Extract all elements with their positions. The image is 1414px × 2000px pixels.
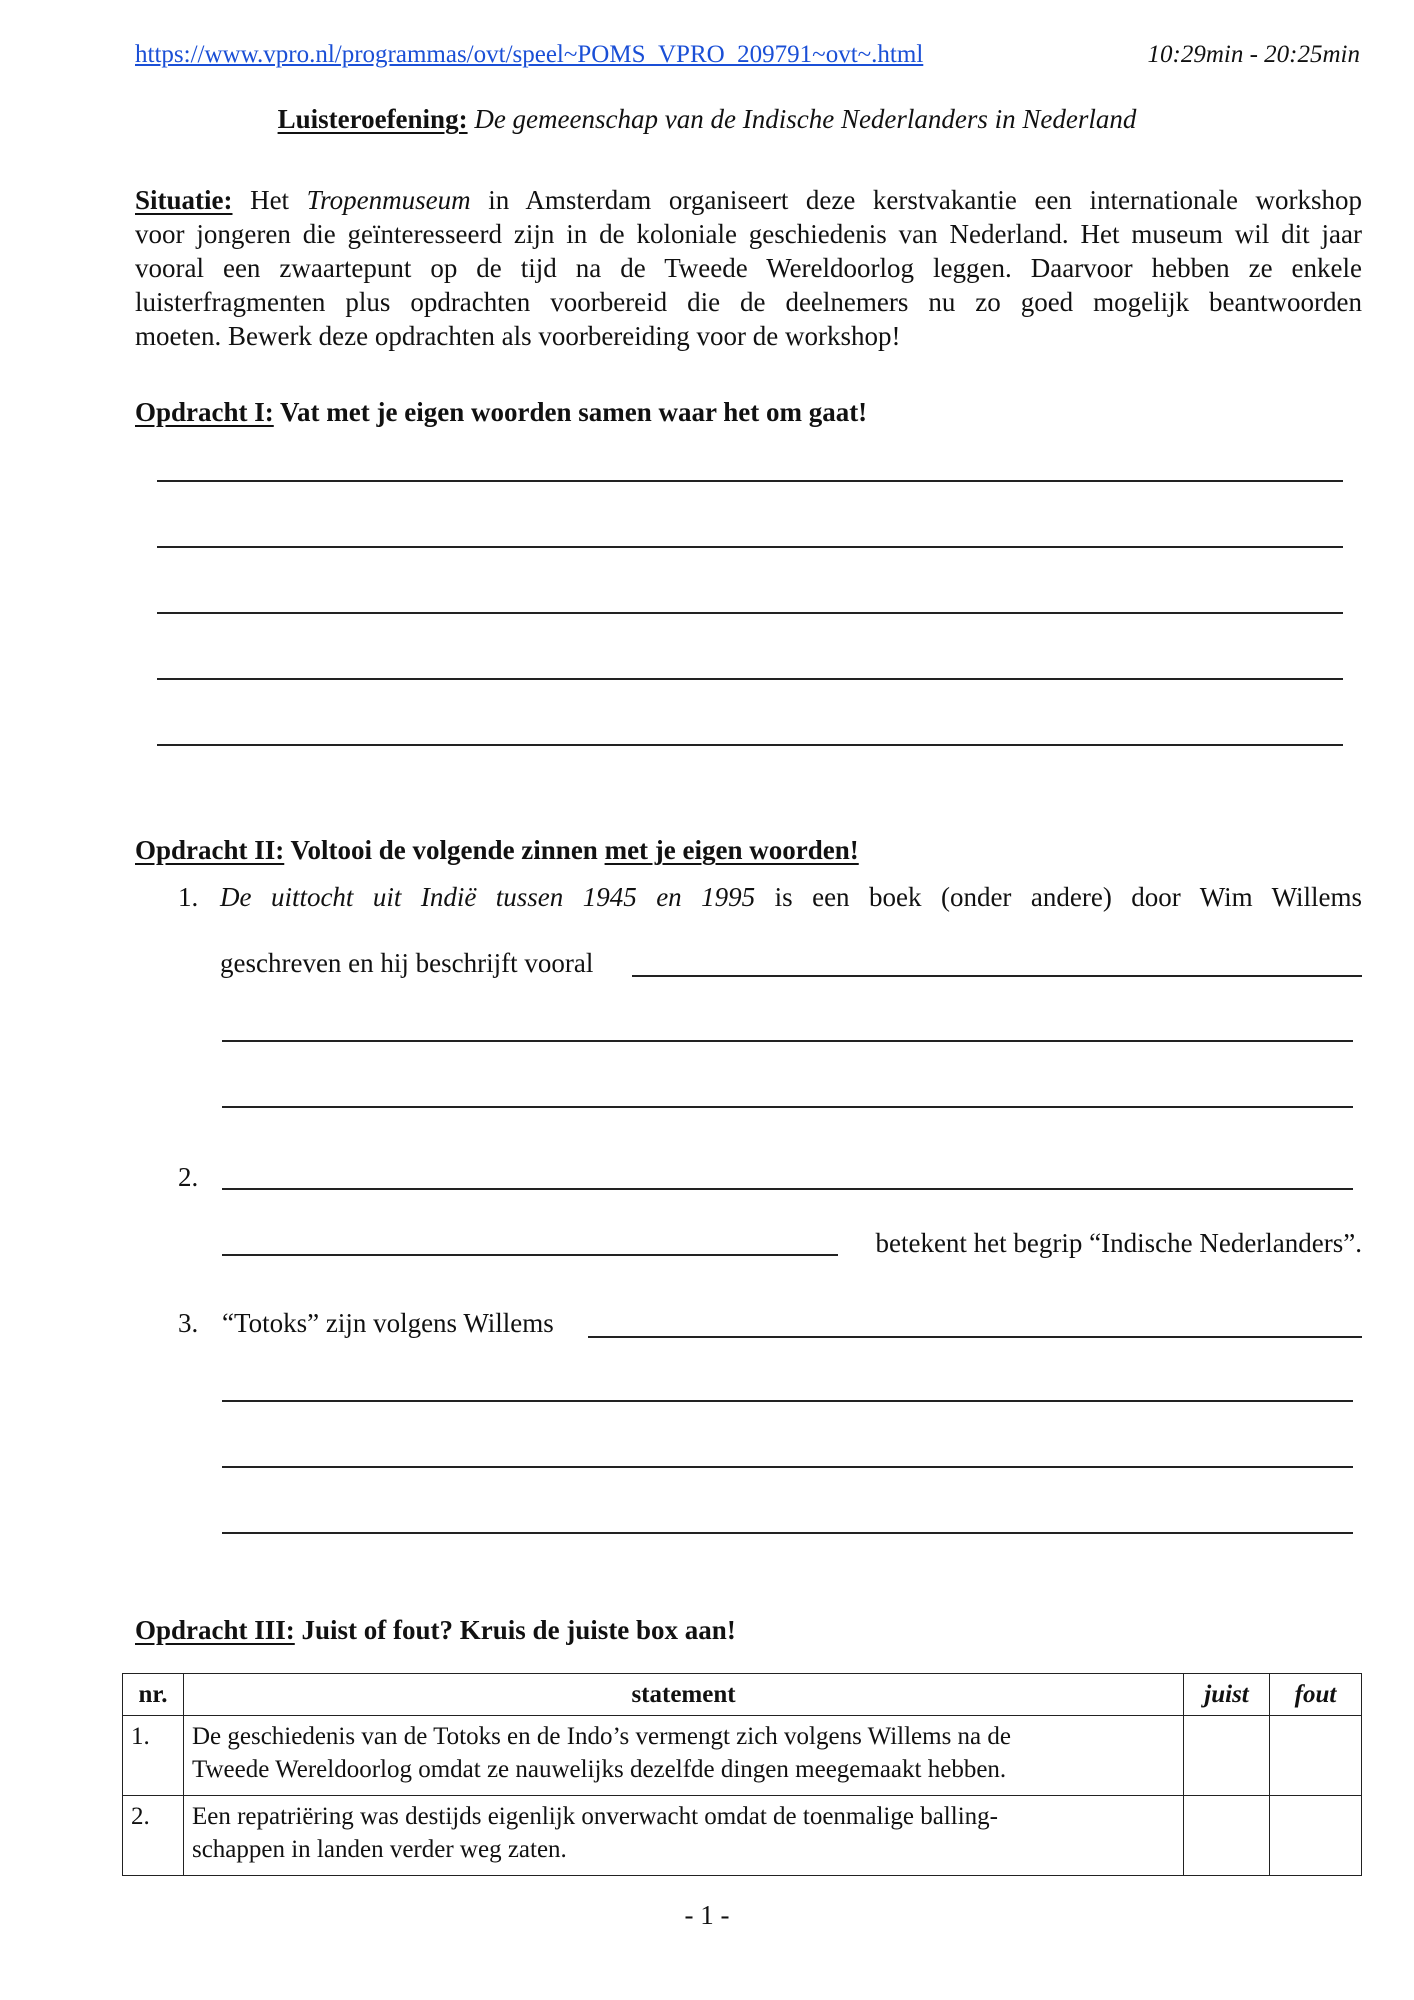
situatie-before: Het [250,185,290,215]
header-juist: juist [1184,1674,1270,1716]
header-nr: nr. [123,1674,184,1716]
book-title: De uittocht uit Indië tussen 1945 en 1995 [220,882,756,912]
title-label: Luisteroefening: [277,104,468,134]
statement-line: Een repatriëring was destijds eigenlijk onverwacht omdat de toenmalige balling- [191,1803,998,1830]
table-row [123,1796,1362,1876]
answer-line[interactable] [157,744,1343,746]
situatie-line-5: moeten. Bewerk deze opdrachten als voorbereiding voor de workshop! [135,321,901,351]
museum-name: Tropenmuseum [306,185,471,215]
page-title [0,102,1414,136]
item-1-line-2: geschreven en hij beschrijft vooral [220,948,594,978]
header-fout: fout [1270,1674,1362,1716]
answer-line[interactable] [222,1400,1353,1402]
answer-line[interactable] [157,678,1343,680]
opdracht-3-text: Juist of fout? Kruis de juiste box aan! [301,1615,736,1645]
situatie-line-4: luisterfragmenten plus opdrachten voorbereid die de deelnemers nu zo goed mogelijk beantwoorden [135,287,1362,317]
situatie-line-1 [135,183,1362,217]
row-number: 1. [123,1716,184,1796]
situatie-line1-rest: in Amsterdam organiseert deze kerstvakantie een internationale workshop [488,185,1362,215]
source-link[interactable]: https://www.vpro.nl/programmas/ovt/speel~POMS_VPRO_209791~ovt~.html [135,41,924,68]
table-header-row [123,1674,1362,1716]
opdracht-2-text: Voltooi de volgende zinnen [290,835,598,865]
item-number: 3. [178,1308,199,1338]
fout-checkbox[interactable] [1270,1796,1362,1876]
opdracht-2-heading [135,833,859,867]
fout-checkbox[interactable] [1270,1716,1362,1796]
situatie-line-2: voor jongeren die geïnteresseerd zijn in de koloniale geschiedenis van Nederland. Het museum wil dit jaar [135,219,1362,249]
table-row [123,1716,1362,1796]
opdracht-3-label: Opdracht III: [135,1615,295,1645]
opdracht-1-label: Opdracht I: [135,397,274,427]
answer-line[interactable] [157,546,1343,548]
answer-line[interactable] [222,1532,1353,1534]
item-1-line-1 [220,880,1362,914]
opdracht-1-heading [135,395,867,429]
situatie-paragraph [135,183,1362,353]
statement-line: schappen in landen verder weg zaten. [191,1836,567,1863]
statement-cell [183,1796,1183,1876]
answer-line[interactable] [632,975,1362,977]
statement-line: Tweede Wereldoorlog omdat ze nauwelijks dezelfde dingen meegemaakt hebben. [191,1756,1007,1783]
answer-line[interactable] [222,1466,1353,1468]
opdracht-3-heading [135,1613,736,1647]
answer-line[interactable] [222,1254,838,1256]
page-number: - 1 - [684,1900,730,1930]
item-1-rest: is een boek (onder andere) door Wim Willems [774,882,1363,912]
answer-line[interactable] [157,480,1343,482]
statement-cell [183,1716,1183,1796]
juist-checkbox[interactable] [1184,1716,1270,1796]
statement-table [122,1673,1362,1876]
opdracht-1-text: Vat met je eigen woorden samen waar het om gaat! [280,397,868,427]
item-3-text: “Totoks” zijn volgens Willems [222,1308,554,1338]
answer-line[interactable] [222,1106,1353,1108]
time-range: 10:29min - 20:25min [1147,41,1360,68]
item-number: 2. [178,1162,199,1192]
answer-line[interactable] [222,1040,1353,1042]
answer-line[interactable] [157,612,1343,614]
juist-checkbox[interactable] [1184,1796,1270,1876]
opdracht-2-text-underlined: met je eigen woorden! [604,835,859,865]
statement-line: De geschiedenis van de Totoks en de Indo’s vermengt zich volgens Willems na de [191,1723,1011,1750]
situatie-line-3: vooral een zwaartepunt op de tijd na de Tweede Wereldoorlog leggen. Daarvoor hebben ze enkele [135,253,1362,283]
header-statement: statement [183,1674,1183,1716]
situatie-label: Situatie: [135,185,233,215]
answer-line[interactable] [222,1188,1353,1190]
item-number: 1. [178,882,199,912]
title-text: De gemeenschap van de Indische Nederlanders in Nederland [474,104,1137,134]
opdracht-2-label: Opdracht II: [135,835,285,865]
item-2-tail: betekent het begrip “Indische Nederlanders”. [875,1228,1362,1258]
answer-line[interactable] [588,1336,1362,1338]
row-number: 2. [123,1796,184,1876]
